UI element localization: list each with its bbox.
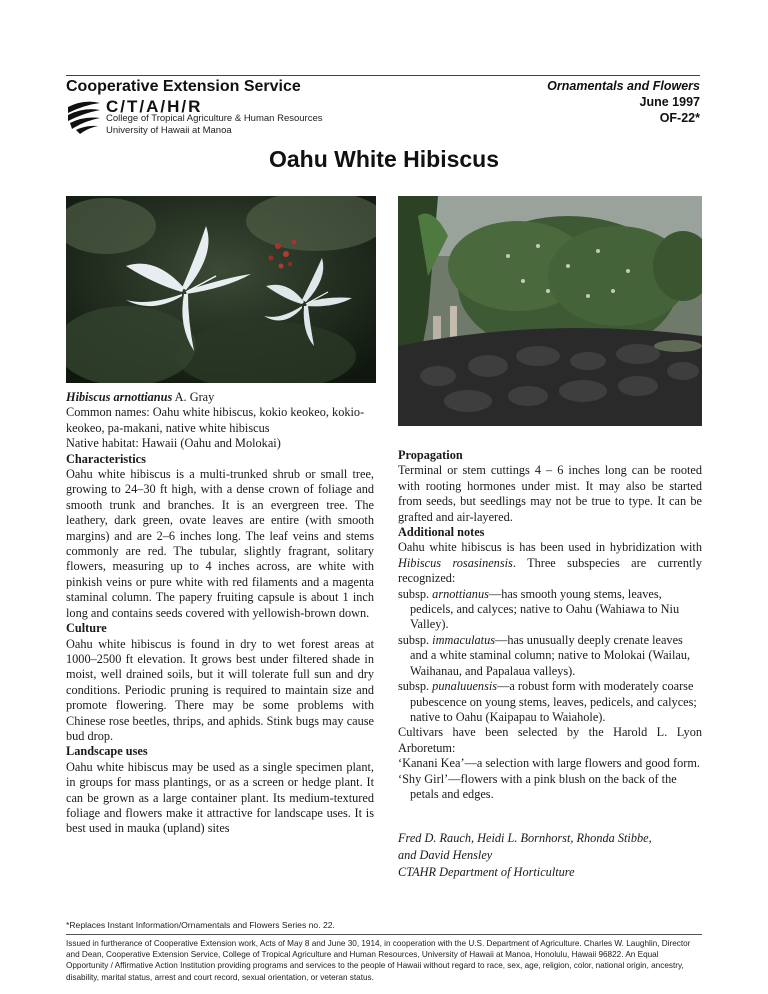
white-hibiscus-flowers-photo [66,196,376,383]
landscape-heading: Landscape uses [66,744,148,759]
subsp-name: arnottianus [432,586,489,601]
characteristics-heading: Characteristics [66,451,146,466]
legal-footer: Issued in furtherance of Cooperative Extension work, Acts of May 8 and June 30, 1914, in cooperation with the U.S. Department of Agriculture. Charles W. Laughlin, Director and Dean, Cooperative Extension Service, College of Tropical Agriculture and Human Resources, University of Hawaii at Manoa, Honolulu, Hawaii 96822. An Equal Opportunity / Affirmative Action Institution providing programs and services to the people of Hawaii without regard to race, sex, age, religion, color, national origin, ancestry, disability, marital status, arrest and court record, sexual orientation, or veteran status. [66,939,691,982]
cultivar-item: ‘Shy Girl’—flowers with a pink blush on the back of the petals and edges. [398,771,677,801]
common-names: Common names: Oahu white hibiscus, kokio keokeo, kokio-keokeo, pa-makani, native white hibiscus [66,405,365,435]
left-column [66,390,374,837]
shrub-photo-icon [398,196,702,426]
subsp-text: —has unusually deeply crenate leaves and a white staminal column; native to Molokai (Wailau, Waihanau, and Papalaua valleys). [410,632,691,678]
org-name: Cooperative Extension Service [66,78,301,95]
subsp-prefix: subsp. [398,586,433,601]
college-line-2: University of Hawaii at Manoa [106,125,232,136]
flower-photo-icon [66,196,376,383]
subspecies-item [398,679,702,725]
subsp-prefix: subsp. [398,632,433,647]
header-rule [66,75,700,76]
species-line [66,390,374,405]
subsp-prefix: subsp. [398,679,433,694]
notes-intro [398,540,702,586]
cultivars-intro: Cultivars have been selected by the Harold L. Lyon Arboretum: [398,725,702,755]
right-column [398,448,702,881]
ctahr-logo [66,97,326,137]
ctahr-logo-icon [66,97,102,135]
native-habitat: Native habitat: Hawaii (Oahu and Molokai) [66,436,281,451]
subsp-text: —has smooth young stems, leaves, pedicels, and calyces; native to Oahu (Wahiawa to Niu Valley). [410,586,680,632]
org-header [66,78,366,96]
authors-line-2: and David Hensley [398,848,493,863]
propagation-heading: Propagation [398,448,463,462]
series-name: Ornamentals and Flowers [547,79,700,93]
footer-rule [66,934,702,935]
notes-intro-text-end: . Three subspecies are currently recognized: [398,555,702,586]
page-title: Oahu White Hibiscus [268,146,500,172]
subspecies-item [398,633,702,679]
hibiscus-shrub-lava-wall-photo [398,196,702,426]
ctahr-wordmark: C/T/A/H/R [106,97,203,116]
culture-body: Oahu white hibiscus is found in dry to wet forest areas at 1000–2500 ft elevation. It grows best under filtered shade in moist, well drained soils, but it will tolerate full sun and dry conditions. Periodic pruning is required to maintain size and promote flowering. There may be some problems with Chinese rose beetles, thrips, and aphids. Stink bugs may cause bud drop. [66,636,374,743]
species-authority: A. Gray [172,390,215,404]
notes-heading: Additional notes [398,525,485,540]
culture-heading: Culture [66,621,107,636]
publication-code: OF-22* [659,111,700,125]
issue-date: June 1997 [639,95,700,109]
authors [398,830,702,881]
subsp-name: punaluuensis [432,679,498,694]
subspecies-item [398,587,702,633]
species-name: Hibiscus arnottianus [66,390,173,404]
authors-line-1: Fred D. Rauch, Heidi L. Bornhorst, Rhonda Stibbe, [398,831,652,846]
landscape-body: Oahu white hibiscus may be used as a single specimen plant, in groups for mass plantings, or as a screen or hedge plant. It can be grown as a large container plant. Its medium-textured foliage and flowers make it attractive for landscape uses. It is best used in mauka (upland) sites [66,759,374,836]
propagation-body: Terminal or stem cuttings 4 – 6 inches long can be rooted with rooting hormones under mist. It may also be started from seeds, but seedlings may not be true to type. It can be grafted and air-layered. [398,463,702,524]
subsp-name: immaculatus [432,632,496,647]
characteristics-body: Oahu white hibiscus is a multi-trunked shrub or small tree, growing to 24–30 ft high, with a dense crown of foliage and smooth trunk and branches. It is an evergreen tree. The leathery, dark green, ovate leaves are entire (with smooth margins) and are 2–6 inches long. The leaf veins and stems commonly are red. The tubular, slightly fragrant, solitary flowers, measuring up to 4 inches across, are white with pinkish veins or pure white with red filaments and a magenta staminal column. The papery fruiting capsule is about 1 inch long and contains seeds covered with yellowish-brown down. [66,467,374,620]
notes-intro-text: Oahu white hibiscus is has been used in hybridization with [398,540,702,555]
college-name [106,113,323,137]
authors-department: CTAHR Department of Horticulture [398,865,575,880]
series-info [547,78,700,126]
subsp-text: —a robust form with moderately coarse pubescence on young stems, leaves, pedicels, and calyces; native to Oahu (Kaipapau to Waiahole). [410,679,697,724]
cultivar-item: ‘Kanani Kea’—a selection with large flowers and good form. [398,756,700,771]
notes-intro-species: Hibiscus rosasinensis [398,555,513,570]
footnote: *Replaces Instant Information/Ornamentals and Flowers Series no. 22. [66,920,335,930]
college-line-1: College of Tropical Agriculture & Human Resources [106,113,323,124]
